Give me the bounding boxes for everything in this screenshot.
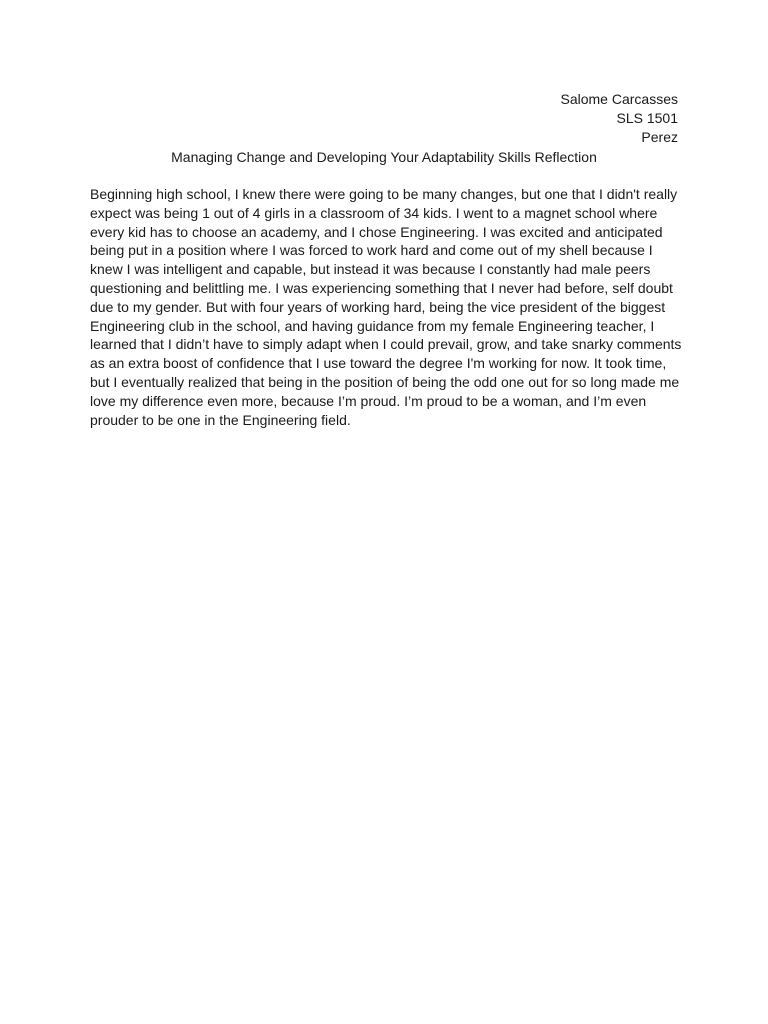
document-title: Managing Change and Developing Your Adaptability Skills Reflection [171, 149, 597, 165]
author-name: Salome Carcasses [560, 91, 678, 107]
instructor-name: Perez [641, 129, 678, 145]
document-header [561, 90, 679, 147]
course-code: SLS 1501 [616, 110, 678, 126]
body-paragraph: Beginning high school, I knew there were going to be many changes, but one that I didn't really expect was being 1 out of 4 girls in a classroom of 34 kids. I went to a magnet school where every kid has to choose an academy, and I chose Engineering. I was excited and anticipated being put in a position where I was forced to work hard and come out of my shell because I knew I was intelligent and capable, but instead it was because I constantly had male peers questioning and belittling me. I was experiencing something that I never had before, self doubt due to my gender. But with four years of working hard, being the vice president of the biggest Engineering club in the school, and having guidance from my female Engineering teacher, I learned that I didn’t have to simply adapt when I could prevail, grow, and take snarky comments as an extra boost of confidence that I use toward the degree I'm working for now. It took time, but I eventually realized that being in the position of being the odd one out for so long made me love my difference even more, because I’m proud. I’m proud to be a woman, and I’m even prouder to be one in the Engineering field. [90, 186, 682, 428]
